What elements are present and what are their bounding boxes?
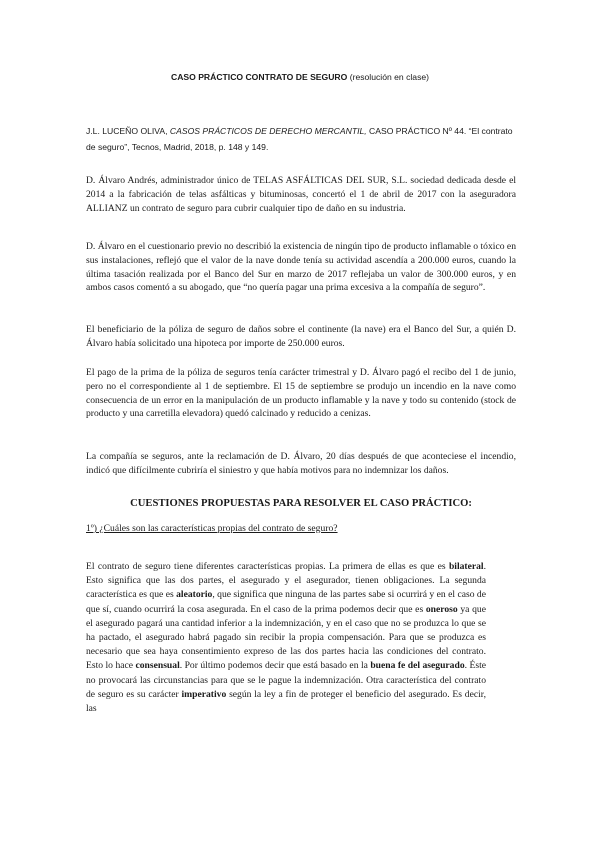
answer-text-4: ya que el asegurado pagará una cantidad inferior a la indemnización, y en el caso que no se produzca lo que se ha pactado, el asegurado habrá pagado sin recibir la propia compensación. Para que se produzca es necesario que sea haya consentimiento expreso de las dos partes hacia las condiciones del contrato. Esto lo hace	[86, 603, 486, 672]
paragraph-4: El pago de la prima de la póliza de seguros tenía carácter trimestral y D. Álvaro pagó el recibo del 1 de junio, pero no el correspondiente al 1 de septiembre. El 15 de septiembre se produjo un incendio en la nave como consecuencia de un error en la manipulación de un producto inflamable y la nave y todo su contenido (stock de producto y una carretilla elevadora) quedó calcinado y reducido a cenizas.	[86, 367, 516, 420]
question-1: 1º) ¿Cuáles son las características propias del contrato de seguro?	[86, 523, 338, 534]
keyword-consensual: consensual	[135, 660, 180, 672]
reference-book: CASOS PRÁCTICOS DE DERECHO MERCANTIL,	[169, 126, 367, 136]
answer-text-7: según la ley a fin de proteger el beneficio del asegurado. Es decir, las	[86, 688, 486, 715]
keyword-buena-fe: buena fe del asegurado	[370, 660, 465, 672]
keyword-oneroso: oneroso	[425, 603, 458, 615]
answer-text-1: El contrato de seguro tiene diferentes características propias. La primera de ellas es que es	[86, 561, 449, 572]
paragraph-1: D. Álvaro Andrés, administrador único de TELAS ASFÁLTICAS DEL SUR, S.L. sociedad dedicada desde el 2014 a la fabricación de telas asfálticas y bituminosas, concertó el 1 de abril de 2017 con la aseguradora ALLIANZ un contrato de seguro para cubrir cualquier tipo de daño en su industria.	[86, 175, 516, 214]
answer-text-3: , que significa que ninguna de las partes sabe si ocurrirá y en el caso de que sí, cuando ocurrirá la cosa asegurada. En el caso de la prima podemos decir que es	[86, 589, 486, 615]
title-note: (resolución en clase)	[347, 72, 430, 82]
paragraph-5: La compañía se seguros, ante la reclamación de D. Álvaro, 20 días después de que aconteciese el incendio, indicó que difícilmente cubriría el siniestro y que había motivos para no indemnizar los daños.	[86, 451, 516, 476]
answer-paragraph	[86, 560, 486, 716]
answer-text-6: . Éste no provocará las circunstancias para que se le pague la indemnización. Otra característica del contrato de seguro es su carácter	[86, 660, 487, 700]
answer-text-5: . Por último podemos decir que está basado en la	[179, 660, 371, 672]
section-heading: CUESTIONES PROPUESTAS PARA RESOLVER EL CASO PRÁCTICO:	[130, 498, 472, 509]
document-title	[0, 72, 600, 82]
title-main: CASO PRÁCTICO CONTRATO DE SEGURO	[170, 72, 348, 82]
reference-details: CASO PRÁCTICO Nº 44. “El contrato de seguro”, Tecnos, Madrid, 2018, p. 148 y 149.	[86, 126, 513, 152]
keyword-aleatorio: aleatorio	[176, 589, 213, 601]
keyword-imperativo: imperativo	[181, 688, 227, 700]
bibliographic-reference	[86, 123, 516, 155]
answer-text-2: . Esto significa que las dos partes, el asegurado y el asegurador, tienen obligaciones. La segunda característica es que es	[86, 561, 486, 601]
keyword-bilateral: bilateral	[448, 561, 484, 572]
paragraph-2: D. Álvaro en el cuestionario previo no describió la existencia de ningún tipo de producto inflamable o tóxico en sus instalaciones, reflejó que el valor de la nave donde tenía su actividad ascendía a 200.000 euros, cuando la última tasación realizada por el Banco del Sur en marzo de 2017 reflejaba un valor de 300.000 euros, y en ambos casos comentó a su abogado, que “no quería pagar una prima excesiva a la compañía de seguro”.	[86, 241, 516, 294]
paragraph-3: El beneficiario de la póliza de seguro de daños sobre el continente (la nave) era el Banco del Sur, a quién D. Álvaro había solicitado una hipoteca por importe de 250.000 euros.	[86, 324, 516, 349]
reference-author: J.L. LUCEÑO OLIVA,	[86, 126, 170, 136]
